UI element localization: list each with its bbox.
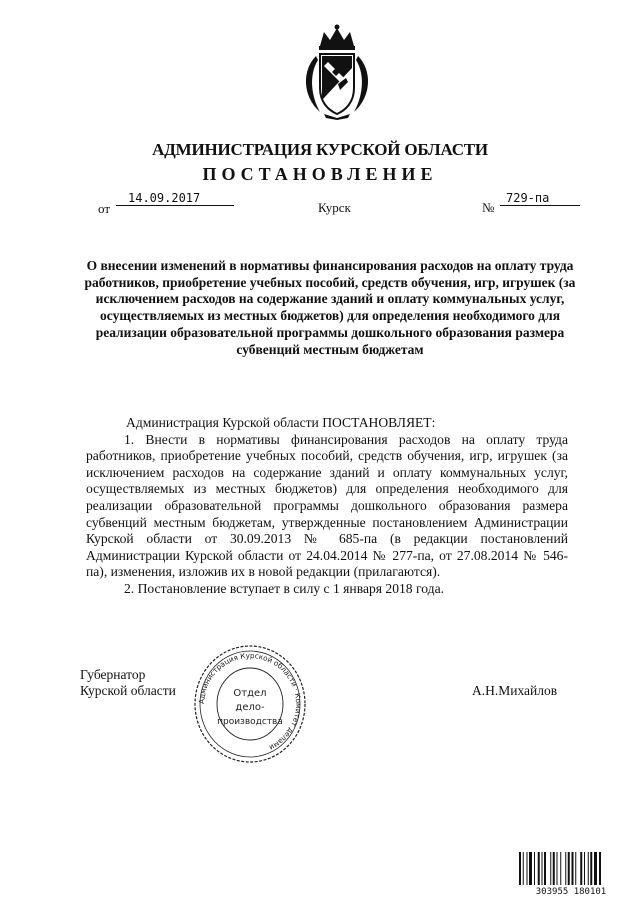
signatory-position [80, 667, 176, 699]
number-prefix: № [482, 200, 495, 215]
stamp-ring-text: Администрация Курской области · Комитет делами [196, 650, 304, 753]
barcode-bar [594, 852, 597, 885]
document-type: ПОСТАНОВЛЕНИЕ [202, 164, 438, 184]
office-stamp [192, 642, 308, 766]
barcode-bar [523, 852, 524, 885]
body-item-1: 1. Внести в нормативы финансирования расходов на оплату труда работников, приобретение учебных пособий, средств обучения, игр, игрушек (за исключением расходов на содержание зданий и оплату коммунальных услуг, осуществляемых из местных бюджетов) для определения необходимого для реализации образовательной программы дошкольного образования размера субвенций местным бюджетам, утвержденные постановлением Администрации Курской области от 30.09.2013 № 685-па (в редакции постановлений Администрации Курской области от 24.04.2014 № 277-па, от 27.08.2014 № 546-па), изменения, изложив их в новой редакции (прилагаются). [86, 431, 568, 580]
barcode-bar [588, 852, 589, 885]
barcode-digits: 303955 180101 [535, 887, 607, 896]
barcode-bars [519, 852, 601, 885]
barcode-bar [599, 852, 601, 885]
barcode-bar [519, 852, 521, 885]
barcode-bar [568, 852, 570, 885]
stamp-center-line-1: Отдел [233, 688, 267, 699]
intro-paragraph: Администрация Курской области ПОСТАНОВЛЯЕТ: [126, 415, 436, 430]
document-number: 729-па [500, 191, 580, 206]
barcode-bar [590, 852, 592, 885]
organization-title: АДМИНИСТРАЦИЯ КУРСКОЙ ОБЛАСТИ [152, 140, 488, 159]
document-subject: О внесении изменений в нормативы финансирования расходов на оплату труда работников, приобретение учебных пособий, средств обучения, игр, игрушек (за исключением расходов на содержание зданий и оплату коммунальных услуг, осуществляемых из местных бюджетов) для определения необходимого для реализации образовательной программы дошкольного образования размера субвенций местным бюджетам [84, 258, 576, 357]
barcode-bar [534, 852, 535, 885]
barcode-bar [542, 852, 543, 885]
signatory-name: А.Н.Михайлов [472, 683, 558, 698]
barcode-bar [580, 852, 582, 885]
barcode-bar [529, 852, 532, 885]
barcode-bar [565, 852, 566, 885]
stamp-center-line-2: дело- [235, 702, 265, 713]
barcode-bar [584, 852, 585, 885]
barcode-bar [553, 852, 555, 885]
barcode-bar [575, 852, 576, 885]
barcode-bar [572, 852, 574, 885]
stamp-center-line-3: производства [217, 717, 283, 727]
coat-of-arms-icon [298, 22, 376, 120]
barcode-bar [544, 852, 546, 885]
date-prefix: от [98, 201, 111, 216]
barcode-bar [527, 852, 528, 885]
body-item-2: 2. Постановление вступает в силу с 1 января 2018 года. [124, 580, 444, 596]
barcode [517, 852, 625, 896]
document-body [86, 415, 568, 598]
position-line-2: Курской области [80, 683, 176, 698]
barcode-bar [557, 852, 558, 885]
document-date: 14.09.2017 [116, 191, 234, 206]
position-line-1: Губернатор [80, 667, 146, 682]
barcode-bar [550, 852, 551, 885]
city-label: Курск [318, 200, 351, 215]
barcode-bar [538, 852, 540, 885]
barcode-bar [560, 852, 561, 885]
